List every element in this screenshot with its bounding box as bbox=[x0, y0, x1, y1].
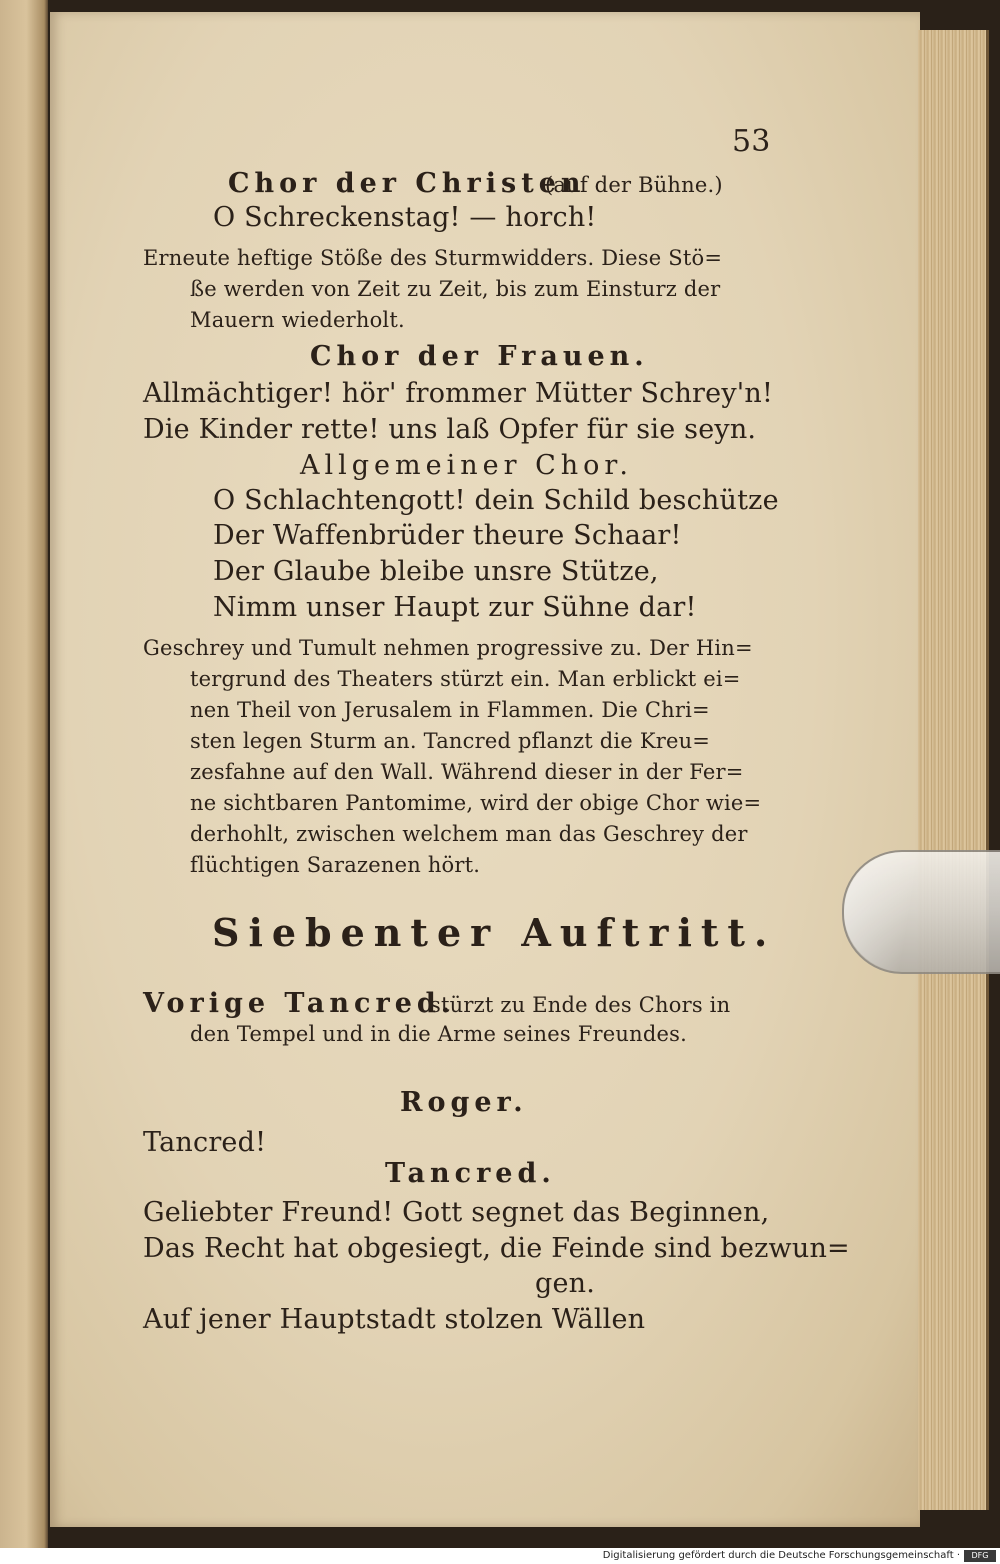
stage-direction-line: flüchtigen Sarazenen hört. bbox=[190, 853, 481, 877]
stage-direction-line: ße werden von Zeit zu Zeit, bis zum Einsturz der bbox=[190, 277, 721, 301]
verse-line: Der Waffenbrüder theure Schaar! bbox=[213, 520, 682, 551]
verse-line: Der Glaube bleibe unsre Stütze, bbox=[213, 556, 659, 587]
verse-line: gen. bbox=[535, 1268, 596, 1299]
footer-credit: Digitalisierung gefördert durch die Deutsche Forschungsgemeinschaft · bbox=[602, 1550, 960, 1561]
verse-line: Auf jener Hauptstadt stolzen Wällen bbox=[143, 1304, 646, 1335]
page-edges bbox=[918, 30, 989, 1510]
verse-line: O Schlachtengott! dein Schild beschütze bbox=[213, 485, 779, 516]
speaker-vorige-tancred: Vorige Tancred. bbox=[143, 988, 456, 1019]
stage-direction-line: den Tempel und in die Arme seines Freundes. bbox=[190, 1022, 687, 1046]
verse-line: Die Kinder rette! uns laß Opfer für sie seyn. bbox=[143, 414, 757, 445]
speaker-chor-der-frauen: Chor der Frauen. bbox=[310, 341, 649, 372]
dfg-logo: DFG bbox=[964, 1550, 996, 1562]
glass-page-weight bbox=[842, 850, 1000, 974]
stage-direction-line: nen Theil von Jerusalem in Flammen. Die Chri= bbox=[190, 698, 710, 722]
stage-direction-line: Erneute heftige Stöße des Sturmwidders. Diese Stö= bbox=[143, 246, 723, 270]
stage-direction-line: stürzt zu Ende des Chors in bbox=[430, 993, 731, 1017]
stage-direction-line: Geschrey und Tumult nehmen progressive zu. Der Hin= bbox=[143, 636, 753, 660]
page-number: 53 bbox=[732, 124, 771, 159]
stage-direction-line: sten legen Sturm an. Tancred pflanzt die Kreu= bbox=[190, 729, 711, 753]
verse-line: Tancred! bbox=[143, 1127, 267, 1158]
scene-heading: Siebenter Auftritt. bbox=[212, 910, 777, 955]
verse-line: Das Recht hat obgesiegt, die Feinde sind bezwun= bbox=[143, 1233, 850, 1264]
left-page-edge bbox=[0, 0, 48, 1548]
stage-direction-line: ne sichtbaren Pantomime, wird der obige Chor wie= bbox=[190, 791, 762, 815]
verse-line: Geliebter Freund! Gott segnet das Beginnen, bbox=[143, 1197, 770, 1228]
stage-direction-line: tergrund des Theaters stürzt ein. Man erblickt ei= bbox=[190, 667, 741, 691]
verse-line: O Schreckenstag! — horch! bbox=[213, 202, 597, 233]
verse-line: Allmächtiger! hör' frommer Mütter Schrey'n! bbox=[143, 378, 774, 409]
speaker-allgemeiner-chor: Allgemeiner Chor. bbox=[300, 450, 633, 481]
speaker-roger: Roger. bbox=[400, 1087, 528, 1118]
stage-direction-line: Mauern wiederholt. bbox=[190, 308, 405, 332]
stage-direction-line: zesfahne auf den Wall. Während dieser in der Fer= bbox=[190, 760, 744, 784]
footer-bar bbox=[0, 1548, 1000, 1564]
stage-direction-line: derhohlt, zwischen welchem man das Geschrey der bbox=[190, 822, 748, 846]
stage-direction-auf-der-buehne: (auf der Bühne.) bbox=[545, 173, 723, 197]
speaker-chor-der-christen: Chor der Christen bbox=[228, 168, 586, 199]
speaker-tancred: Tancred. bbox=[385, 1158, 556, 1189]
verse-line: Nimm unser Haupt zur Sühne dar! bbox=[213, 592, 697, 623]
